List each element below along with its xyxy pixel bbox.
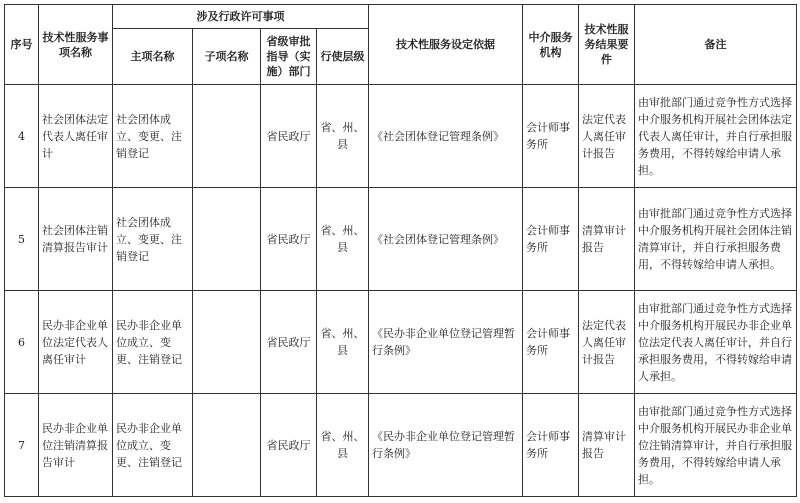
header-level: 行使层级 [317, 29, 369, 85]
header-permit-group: 涉及行政许可事项 [113, 5, 369, 29]
header-sub-item: 子项名称 [193, 29, 261, 85]
table-row [5, 188, 797, 291]
cell-dept: 省民政厅 [261, 85, 317, 188]
cell-agency: 会计师事务所 [523, 188, 579, 291]
cell-sub-item [193, 394, 261, 497]
cell-result: 法定代表人离任审计报告 [579, 291, 635, 394]
cell-agency: 会计师事务所 [523, 85, 579, 188]
cell-main-item: 民办非企业单位成立、变更、注销登记 [113, 291, 193, 394]
cell-dept: 省民政厅 [261, 394, 317, 497]
cell-seq: 7 [5, 394, 39, 497]
cell-service-name: 民办非企业单位注销清算报告审计 [39, 394, 113, 497]
document-page [4, 4, 797, 497]
header-seq: 序号 [5, 5, 39, 85]
cell-remark: 由审批部门通过竞争性方式选择中介服务机构开展民办非企业单位法定代表人离任审计，并自行承担服务费用，不得转嫁给申请人承担。 [635, 291, 797, 394]
cell-main-item: 社会团体成立、变更、注销登记 [113, 188, 193, 291]
cell-result: 法定代表人离任审计报告 [579, 85, 635, 188]
cell-agency: 会计师事务所 [523, 291, 579, 394]
cell-dept: 省民政厅 [261, 291, 317, 394]
cell-seq: 5 [5, 188, 39, 291]
cell-level: 省、州、县 [317, 394, 369, 497]
table-body [5, 85, 797, 497]
header-main-item: 主项名称 [113, 29, 193, 85]
cell-sub-item [193, 291, 261, 394]
table-row [5, 85, 797, 188]
header-basis: 技术性服务设定依据 [369, 5, 523, 85]
cell-seq: 6 [5, 291, 39, 394]
cell-level: 省、州、县 [317, 85, 369, 188]
cell-remark: 由审批部门通过竞争性方式选择中介服务机构开展社会团体注销清算审计，并自行承担服务费用，不得转嫁给申请人承担。 [635, 188, 797, 291]
service-items-table [4, 4, 797, 497]
cell-sub-item [193, 85, 261, 188]
cell-remark: 由审批部门通过竞争性方式选择中介服务机构开展民办非企业单位注销清算审计，并自行承担服务费用，不得转嫁给申请人承担。 [635, 394, 797, 497]
header-remark: 备注 [635, 5, 797, 85]
cell-service-name: 社会团体法定代表人离任审计 [39, 85, 113, 188]
header-result: 技术性服务结果要件 [579, 5, 635, 85]
header-service-name: 技术性服务事项名称 [39, 5, 113, 85]
cell-basis: 《民办非企业单位登记管理暂行条例》 [369, 291, 523, 394]
header-agency: 中介服务机构 [523, 5, 579, 85]
table-row [5, 291, 797, 394]
cell-service-name: 民办非企业单位法定代表人离任审计 [39, 291, 113, 394]
cell-sub-item [193, 188, 261, 291]
cell-result: 清算审计报告 [579, 188, 635, 291]
cell-basis: 《民办非企业单位登记管理暂行条例》 [369, 394, 523, 497]
cell-main-item: 社会团体成立、变更、注销登记 [113, 85, 193, 188]
cell-level: 省、州、县 [317, 188, 369, 291]
cell-dept: 省民政厅 [261, 188, 317, 291]
cell-remark: 由审批部门通过竞争性方式选择中介服务机构开展社会团体法定代表人离任审计，并自行承担服务费用，不得转嫁给申请人承担。 [635, 85, 797, 188]
cell-service-name: 社会团体注销清算报告审计 [39, 188, 113, 291]
cell-level: 省、州、县 [317, 291, 369, 394]
cell-result: 清算审计报告 [579, 394, 635, 497]
cell-agency: 会计师事务所 [523, 394, 579, 497]
table-row [5, 394, 797, 497]
cell-seq: 4 [5, 85, 39, 188]
table-header [5, 5, 797, 85]
cell-main-item: 民办非企业单位成立、变更、注销登记 [113, 394, 193, 497]
cell-basis: 《社会团体登记管理条例》 [369, 188, 523, 291]
header-dept: 省级审批指导（实施）部门 [261, 29, 317, 85]
cell-basis: 《社会团体登记管理条例》 [369, 85, 523, 188]
